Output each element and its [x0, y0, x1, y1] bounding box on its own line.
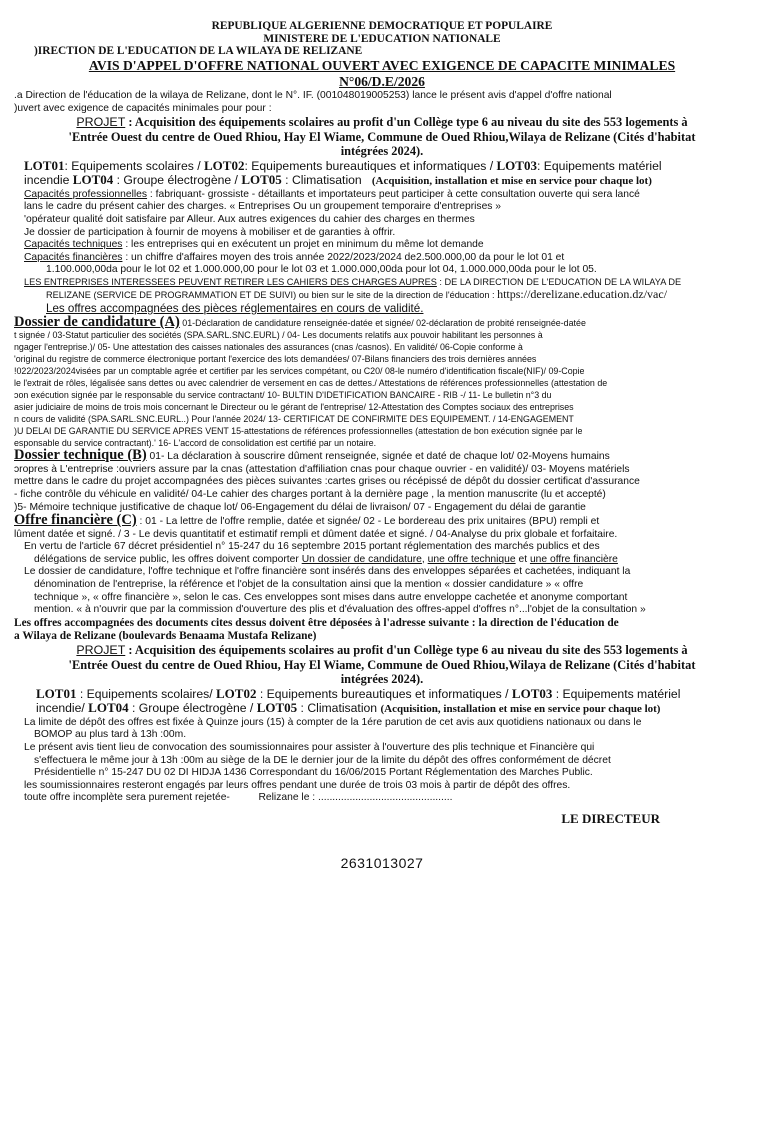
site-link[interactable]: https://derelizane.education.dz/vac/: [497, 286, 668, 301]
projet-line-1: Acquisition des équipements scolaires au profit d'un Collège type 6 au niveau du site des 553 logements à: [134, 115, 688, 130]
header-ministry: MINISTERE DE L'EDUCATION NATIONALE: [263, 32, 501, 45]
lot-text: : Groupe électrogène /: [128, 701, 257, 716]
pro-2: lans le cadre du présent cahier des charges. « Entreprises Ou un groupement temporaire d'entreprises »: [24, 201, 502, 213]
legal-u1: Un dossier de candidature: [301, 553, 422, 565]
retirer-2: RELIZANE (SERVICE DE PROGRAMMATION ET DE SUIVI) ou bien sur le site de la direction de l'éducation :: [46, 289, 498, 300]
intro-line-2: )uvert avec exigence de capacités minimales pour pour :: [14, 102, 272, 114]
dossier-a-l9: n cours de validité (SPA.SARL.SNC.EURL..) Pour l'année 2024/ 13- CERTIFICAT DE CONFIRMITE DES EQUIPEMENT. / 14-ENGAGEMENT: [14, 414, 574, 425]
lots-1: [14, 159, 750, 189]
closing-d1a: La limite de dépôt des offres est fixée à Quinze jours (15) à compter de la 1ére parution de cet avis aux quotidiens nationaux ou dans le: [24, 716, 642, 728]
lot-text: : Equipements matériel: [552, 687, 681, 702]
closing-d2c: Présidentielle n° 15-247 DU 02 DI HIDJA 1436 Correspondant du 16/06/2015 Portant Réglementation des Marches Public.: [34, 767, 593, 779]
lot-key: LOT01: [24, 157, 65, 173]
legal-sep: ,: [421, 553, 428, 565]
closing-d1b: BOMOP au plus tard à 13h :00m.: [34, 729, 187, 741]
dossier-candidature: [14, 316, 750, 449]
dossier-a-l3: ngager l'entreprise.)/ 05- Une attestation des caisses nationales des assurances (cnas /casnos). En validité/ 06-Copie conforme à: [14, 342, 523, 353]
projet-sep: :: [125, 115, 135, 130]
signature: LE DIRECTEUR: [561, 811, 660, 826]
header-direction: )IRECTION DE L'EDUCATION DE LA WILAYA DE RELIZANE: [34, 45, 363, 57]
notice-number: N°06/D.E/2026: [339, 74, 425, 89]
deposit-line-1: Les offres accompagnées des documents cites dessus doivent être déposées à l'adresse suivante : la direction de l'éducation de: [14, 616, 619, 629]
lot-key: LOT04: [88, 700, 129, 716]
legal-block: [14, 541, 750, 617]
dossier-a-l7: ɔon exécution signée par le responsable du service contractant/ 10- BULTIN D'IDETIFICATION BANCAIRE - RIB -/ 11- Le bulletin n°3 du: [14, 390, 552, 401]
projet-line-3: intégrées 2024).: [340, 672, 424, 687]
lot-text: incendie/: [36, 701, 89, 716]
lot-key: LOT02: [204, 157, 245, 173]
lots-2: [14, 687, 750, 717]
notice-title: AVIS D'APPEL D'OFFRE NATIONAL OUVERT AVEC EXIGENCE DE CAPACITE MINIMALES: [88, 58, 676, 73]
dossier-a-l8: asier judiciaire de moins de trois mois concernant le Directeur ou le gérant de l'entreprise/ 12-Attestation des Comptes sociaux des entreprises: [14, 402, 574, 413]
legal-u3: une offre financière: [529, 553, 618, 565]
lot-key: LOT01: [36, 686, 77, 702]
retirer-label: LES ENTREPRISES INTERESSEES PEUVENT RETIRER LES CAHIERS DES CHARGES AUPRES: [24, 276, 437, 287]
dossier-a-l10: )U DELAI DE GARANTIE DU SERVICE APRES VENT 15-attestations de références professionnelles (attestation de bon exécution signée par le: [14, 426, 583, 437]
offre-c-title: Offre financière (C): [14, 512, 137, 529]
dossier-b-l4: - fiche contrôle du véhicule en validité/ 04-Le cahier des charges portant à la dernière page , la mention manuscrite (lu et accepté): [14, 488, 606, 500]
dossier-a-l6: le l'extrait de rôles, légalisée sans dettes ou avec calendrier de versement en cas de dettes./ Attestations de références professionnelles (attestation de: [14, 378, 608, 389]
legal-p1a: En vertu de l'article 67 décret présidentiel n° 15-247 du 16 septembre 2015 portant réglementation des marchés publics et des: [24, 541, 600, 553]
dossier-b-l2: ɔropres à L'entreprise :ouvriers assure par la cnas (attestation d'affiliation cnas pour chaque ouvrier - en validité)/ 03- Moyens matériels: [14, 463, 630, 475]
legal-u2: une offre technique: [427, 553, 516, 565]
tech-text: : les entreprises qui en exécutent un projet en minimum du même lot demande: [122, 239, 484, 251]
tech-label: Capacités techniques: [24, 239, 123, 251]
lot-action: (Acquisition, installation et mise en service pour chaque lot): [371, 175, 652, 188]
legal-p2c: technique », « offre financière », selon le cas. Ces enveloppes sont mises dans autre enveloppe cachetée et anonyme comportant: [34, 591, 628, 603]
header-republic: REPUBLIQUE ALGERIENNE DEMOCRATIQUE ET POPULAIRE: [211, 20, 553, 32]
projet-line-3: intégrées 2024).: [340, 144, 424, 159]
closing-block: [14, 717, 750, 805]
dossier-b-l5: )5- Mémoire technique justificative de chaque lot/ 06-Engagement du délai de livraison/ 07 - Engagement du délai de garantie: [14, 501, 586, 513]
dossier-a-l5: !022/2023/2024visées par un comptable agrée et certifier par les services compétant, ou C20/ 08-le numéro d'identification fiscale(NIF)/ 09-Copie: [14, 366, 585, 377]
offre-financiere: [14, 514, 750, 541]
closing-d3: les soumissionnaires resteront engagés par leurs offres pendant une durée de trois 03 mois à partir de dépôt des offres.: [24, 779, 571, 791]
lot-text: incendie: [24, 173, 73, 188]
dossier-a-l11: esponsable du service contractant).' 16- L'accord de consolidation est certifié par un notaire.: [14, 438, 377, 449]
closing-d2b: s'effectuera le même jour à 13h :00m au siège de la DE le dernier jour de la limite du dépôt des offres conformément de décret: [34, 754, 611, 766]
lot-key: LOT02: [216, 686, 257, 702]
offre-c-l1: : 01 - La lettre de l'offre remplie, datée et signée/ 02 - Le bordereau des prix unitaires (BPU) rempli et: [136, 516, 600, 528]
closing-d2a: Le présent avis tient lieu de convocation des soumissionnaires pour assister à l'ouverture des plis technique et Financière qui: [24, 742, 595, 754]
legal-p2a: Le dossier de candidature, l'offre technique et l'offre financière sont insérés dans des enveloppes séparées et cachetées, indiquant la: [24, 566, 631, 578]
projet-line-1: Acquisition des équipements scolaires au profit d'un Collège type 6 au niveau du site des 553 logements à: [134, 643, 688, 658]
dossier-a-l2: t signée / 03-Statut particulier des sociétés (SPA.SARL.SNC.EURL) / 04- Les documents relatifs aux pouvoir habilitant les personnes à: [14, 330, 543, 341]
fin-2: 1.100.000,00da pour le lot 02 et 1.000.000,00 pour le lot 03 et 1.000.000,00da pour lot 04, 1.000.000,00da pour le lot 05.: [46, 264, 597, 276]
lot-key: LOT05: [256, 700, 298, 716]
fin-label: Capacités financières: [24, 251, 123, 263]
reference-number: 2631013027: [340, 855, 424, 871]
pro-label: Capacités professionnelles: [24, 188, 148, 200]
pro-4: Je dossier de participation à fournir de moyens à mobiliser et de garanties à offrir.: [24, 226, 396, 238]
retirer-text: : DE LA DIRECTION DE L'EDUCATION DE LA WILAYA DE: [436, 276, 682, 287]
projet-sep: :: [125, 643, 135, 658]
legal-p2d: mention. « à n'ouvrir que par la commission d'ouverture des plis et d'évaluation des offres-appel d'offres n°...l'objet de la consultation »: [34, 604, 646, 616]
pro-3: 'opérateur qualité doit satisfaire par Alleur. Aux autres exigences du cahier des charges en thermes: [24, 213, 475, 225]
dossier-b-title: Dossier technique (B): [14, 447, 147, 464]
pro-text: : fabriquant- grossiste - détaillants et importateurs peut participer à cette consultation ouverte qui sera lancé: [147, 188, 640, 200]
projet-line-2: 'Entrée Ouest du centre de Oued Rhiou, Hay El Wiame, Commune de Oued Rhiou,Wilaya de Relizane (Cités d'habitat: [68, 129, 696, 144]
lot-text: : Equipements bureautiques et informatiques /: [244, 158, 497, 173]
lot-text: : Equipements scolaires /: [64, 158, 205, 173]
lot-text: : Equipements bureautiques et informatiques /: [256, 687, 512, 702]
closing-place: Relizane le : ...............................................: [258, 792, 453, 804]
closing-d4: toute offre incomplète sera purement rejetée-: [24, 792, 230, 804]
deposit-address: [14, 617, 750, 643]
dossier-technique: [14, 449, 750, 514]
lot-text: : Climatisation: [281, 173, 362, 188]
legal-sep: et: [515, 553, 530, 565]
intro-line-1: .a Direction de l'éducation de la wilaya de Relizane, dont le N°. IF. (001048019005253) lance le présent avis d'appel d'offre national: [14, 90, 612, 101]
capacites-block: [14, 189, 750, 316]
lot-text: : Equipements matériel: [536, 158, 662, 173]
legal-p1b: délégations de service public, les offres doivent comporter: [34, 553, 302, 565]
dossier-a-l4: 'original du registre de commerce électronique portant l'exercice des lots demandées/ 07-Bilans financiers des trois dernières années: [14, 354, 537, 365]
offre-c-l2: lûment datée et signé. / 3 - Le devis quantitatif et estimatif rempli et dûment datée et signé. / 04-Analyse du prix globale et forfaitaire.: [14, 528, 618, 540]
lot-text: : Climatisation: [297, 701, 381, 716]
fin-text: : un chiffre d'affaires moyen des trois année 2022/2023/2024 de2.500.000,00 da pour le lot 01 et: [122, 251, 565, 263]
projet-1: [14, 115, 750, 159]
lot-text: : Groupe électrogène /: [113, 173, 242, 188]
lot-key: LOT03: [496, 157, 537, 173]
lot-key: LOT04: [72, 172, 114, 188]
lot-action: (Acquisition, installation et mise en service pour chaque lot): [380, 703, 661, 716]
projet-line-2: 'Entrée Ouest du centre de Oued Rhiou, Hay El Wiame, Commune de Oued Rhiou,Wilaya de Relizane (Cités d'habitat: [68, 657, 696, 672]
offres-note: Les offres accompagnées des pièces réglementaires en cours de validité.: [46, 302, 424, 316]
lot-text: : Equipements scolaires/: [76, 687, 217, 702]
deposit-line-2: a Wilaya de Relizane (boulevards Benaama Mustafa Relizane): [14, 630, 317, 643]
lot-key: LOT03: [511, 686, 553, 702]
projet-label: PROJET: [76, 643, 126, 658]
dossier-a-l1: 01-Déclaration de candidature renseignée-datée et signée/ 02-déclaration de probité renseignée-datée: [179, 318, 586, 329]
projet-2: [14, 643, 750, 687]
dossier-b-l1: 01- La déclaration à souscrire dûment renseignée, signée et daté de chaque lot/ 02-Moyens humains: [146, 451, 610, 463]
lot-key: LOT05: [241, 172, 282, 188]
dossier-a-title: Dossier de candidature (A): [14, 314, 180, 331]
projet-label: PROJET: [76, 115, 126, 130]
legal-p2b: dénomination de l'entreprise, la référence et l'objet de la consultation ainsi que la mention « dossier candidature » « offre: [34, 579, 584, 591]
dossier-b-l3: mettre dans le cadre du projet accompagnées des pièces suivantes :cartes grises ou récépissé de dépôt du dossier certificat d'assurance: [14, 476, 640, 488]
